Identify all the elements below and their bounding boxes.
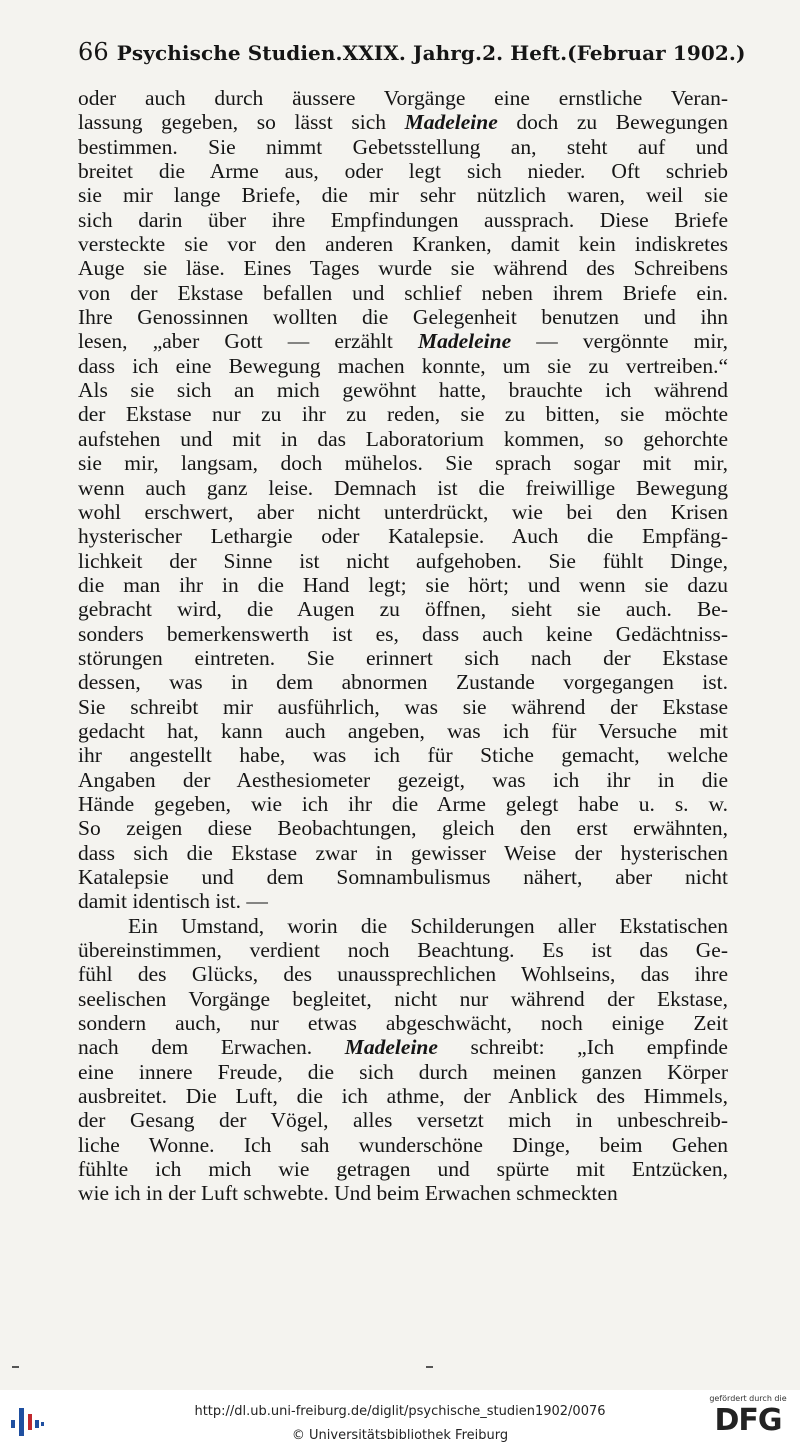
text-line: [78, 402, 728, 426]
text-segment: lichkeit der Sinne ist nicht aufgehoben. Sie fühlt Dinge,: [78, 548, 728, 573]
emphasized-name: Madeleine: [404, 110, 498, 135]
text-segment: von der Ekstase befallen und schlief neben ihrem Briefe ein.: [78, 280, 728, 305]
text-segment: aufstehen und mit in das Laboratorium kommen, so gehorchte: [78, 426, 728, 451]
text-segment: dass sich die Ekstase zwar in gewisser Weise der hysterischen: [78, 840, 728, 865]
dfg-logo-text: DFG: [714, 1403, 782, 1438]
text-segment: Katalepsie und dem Somnambulismus nähert, aber nicht: [78, 865, 728, 889]
copyright-notice: © Universitätsbibliothek Freiburg: [291, 1428, 509, 1443]
text-line: [78, 1084, 728, 1108]
text-line: [78, 524, 728, 548]
text-line: [78, 232, 728, 256]
text-segment: wohl erschwert, aber nicht unterdrückt, wie bei den Krisen: [78, 499, 728, 524]
text-segment: fühl des Glücks, des unaussprechlichen Wohlseins, das ihre: [78, 962, 728, 987]
body-text: [78, 86, 728, 1206]
text-line: [78, 427, 728, 451]
text-line: [78, 889, 728, 913]
text-segment: störungen eintreten. Sie erinnert sich nach der Ekstase: [78, 645, 728, 670]
text-segment: sich darin über ihre Empfindungen aussprach. Diese Briefe: [78, 207, 728, 232]
text-line: [78, 86, 728, 110]
dfg-logo: [704, 1394, 792, 1446]
text-segment: sondern auch, nur etwas abgeschwächt, noch einige Zeit: [78, 1011, 728, 1036]
text-segment: die man ihr in die Hand legt; sie hört; und wenn sie dazu: [78, 572, 728, 597]
text-segment: So zeigen diese Beobachtungen, gleich den erst erwähnten,: [78, 816, 728, 841]
text-segment: eine innere Freude, die sich durch meinen ganzen Körper: [78, 1059, 728, 1084]
running-head: [78, 38, 746, 66]
text-segment: fühlte ich mich wie getragen und spürte mit Entzücken,: [78, 1157, 728, 1182]
text-segment: damit identisch ist. —: [78, 889, 268, 914]
text-line: [78, 622, 728, 646]
text-segment: versteckte sie vor den anderen Kranken, damit kein indiskretes: [78, 232, 728, 257]
text-segment: oder auch durch äussere Vorgänge eine ernstliche Veran-: [78, 86, 728, 110]
text-segment: sonders bemerkenswerth ist es, dass auch keine Gedächtniss-: [78, 621, 728, 646]
text-line: [78, 670, 728, 694]
text-segment: hysterischer Lethargie oder Katalepsie. Auch die Empfäng-: [78, 524, 728, 549]
text-line: [78, 476, 728, 500]
text-segment: schreibt: „Ich empfinde: [437, 1035, 728, 1060]
emphasized-name: Madeleine: [344, 1035, 438, 1060]
text-line: [78, 1133, 728, 1157]
text-line: [78, 110, 728, 134]
text-segment: liche Wonne. Ich sah wunderschöne Dinge, beim Gehen: [78, 1132, 728, 1157]
scan-edge-marks: [0, 1366, 800, 1370]
text-segment: sie mir lange Briefe, die mir sehr nützlich waren, weil sie: [78, 183, 728, 208]
text-line: [78, 816, 728, 840]
text-segment: breitet die Arme aus, oder legt sich nieder. Oft schrieb: [78, 159, 728, 184]
text-segment: wie ich in der Luft schwebte. Und beim Erwachen schmeckten: [78, 1181, 618, 1206]
text-line: [78, 1108, 728, 1132]
text-segment: dessen, was in dem abnormen Zustande vorgegangen ist.: [78, 670, 728, 695]
text-line: [78, 962, 728, 986]
text-line: [78, 841, 728, 865]
text-segment: Angaben der Aesthesiometer gezeigt, was ich ihr in die: [78, 767, 728, 792]
page-number: 66: [78, 38, 109, 66]
text-line: [78, 743, 728, 767]
issue: 2. Heft.: [482, 41, 568, 65]
text-segment: der Ekstase nur zu ihr zu reden, sie zu bitten, sie möchte: [78, 402, 728, 427]
source-url-link[interactable]: http://dl.ub.uni-freiburg.de/diglit/psychische_studien1902/0076: [194, 1404, 606, 1419]
text-line: [78, 1181, 728, 1205]
text-segment: Ihre Genossinnen wollten die Gelegenheit benutzen und ihn: [78, 305, 728, 330]
text-segment: Als sie sich an mich gewöhnt hatte, brauchte ich während: [78, 378, 728, 403]
journal-title: Psychische Studien.: [116, 41, 343, 65]
text-segment: lesen, „aber Gott — erzählt: [78, 329, 418, 354]
text-line: [78, 573, 728, 597]
text-segment: ihr angestellt habe, was ich für Stiche gemacht, welche: [78, 743, 728, 768]
text-segment: gebracht wird, die Augen zu öffnen, sieht sie auch. Be-: [78, 597, 728, 622]
emphasized-name: Madeleine: [417, 329, 512, 354]
text-line: [78, 597, 728, 621]
text-segment: doch zu Bewegungen: [497, 110, 728, 135]
text-line: [78, 208, 728, 232]
text-line: [78, 1035, 728, 1059]
header-text: [117, 41, 746, 65]
text-line: [78, 914, 728, 938]
text-segment: übereinstimmen, verdient noch Beachtung. Es ist das Ge-: [78, 938, 728, 963]
text-line: [78, 451, 728, 475]
text-line: [78, 719, 728, 743]
text-line: [78, 646, 728, 670]
text-line: [78, 768, 728, 792]
text-segment: wenn auch ganz leise. Demnach ist die freiwillige Bewegung: [78, 475, 728, 500]
text-line: [78, 549, 728, 573]
text-segment: seelischen Vorgänge begleitet, nicht nur während der Ekstase,: [78, 986, 728, 1011]
text-line: [78, 695, 728, 719]
text-line: [78, 378, 728, 402]
text-line: [78, 183, 728, 207]
text-segment: lassung gegeben, so lässt sich: [78, 110, 405, 135]
text-line: [78, 865, 728, 889]
text-line: [78, 938, 728, 962]
text-segment: Sie schreibt mir ausführlich, was sie während der Ekstase: [78, 694, 728, 719]
footer-bar: [0, 1390, 800, 1450]
text-segment: gedacht hat, kann auch angeben, was ich für Versuche mit: [78, 718, 728, 743]
text-line: [78, 792, 728, 816]
text-line: [78, 305, 728, 329]
text-segment: — vergönnte mir,: [511, 329, 729, 354]
text-segment: ausbreitet. Die Luft, die ich athme, der Anblick des Himmels,: [78, 1084, 728, 1109]
text-line: [78, 354, 728, 378]
text-line: [78, 500, 728, 524]
funder-caption: gefördert durch die: [709, 1394, 787, 1403]
text-segment: der Gesang der Vögel, alles versetzt mich in unbeschreib-: [78, 1108, 728, 1133]
text-line: [78, 159, 728, 183]
text-segment: sie mir, langsam, doch mühelos. Sie sprach sogar mit mir,: [78, 451, 728, 476]
text-line: [78, 1157, 728, 1181]
text-line: [78, 1060, 728, 1084]
text-segment: Ein Umstand, worin die Schilderungen aller Ekstatischen: [128, 913, 728, 938]
issue-date: (Februar 1902.): [567, 41, 746, 65]
text-segment: Auge sie läse. Eines Tages wurde sie während des Schreibens: [78, 256, 728, 281]
text-line: [78, 1011, 728, 1035]
text-segment: dass ich eine Bewegung machen konnte, um sie zu vertreiben.“: [78, 353, 728, 378]
text-segment: nach dem Erwachen.: [78, 1035, 345, 1060]
text-segment: Hände gegeben, wie ich ihr die Arme gelegt habe u. s. w.: [78, 791, 728, 816]
text-line: [78, 281, 728, 305]
text-line: [78, 987, 728, 1011]
text-segment: bestimmen. Sie nimmt Gebetsstellung an, steht auf und: [78, 134, 728, 159]
text-line: [78, 256, 728, 280]
volume: XXIX. Jahrg.: [342, 41, 483, 65]
text-line: [78, 135, 728, 159]
text-line: [78, 329, 728, 353]
